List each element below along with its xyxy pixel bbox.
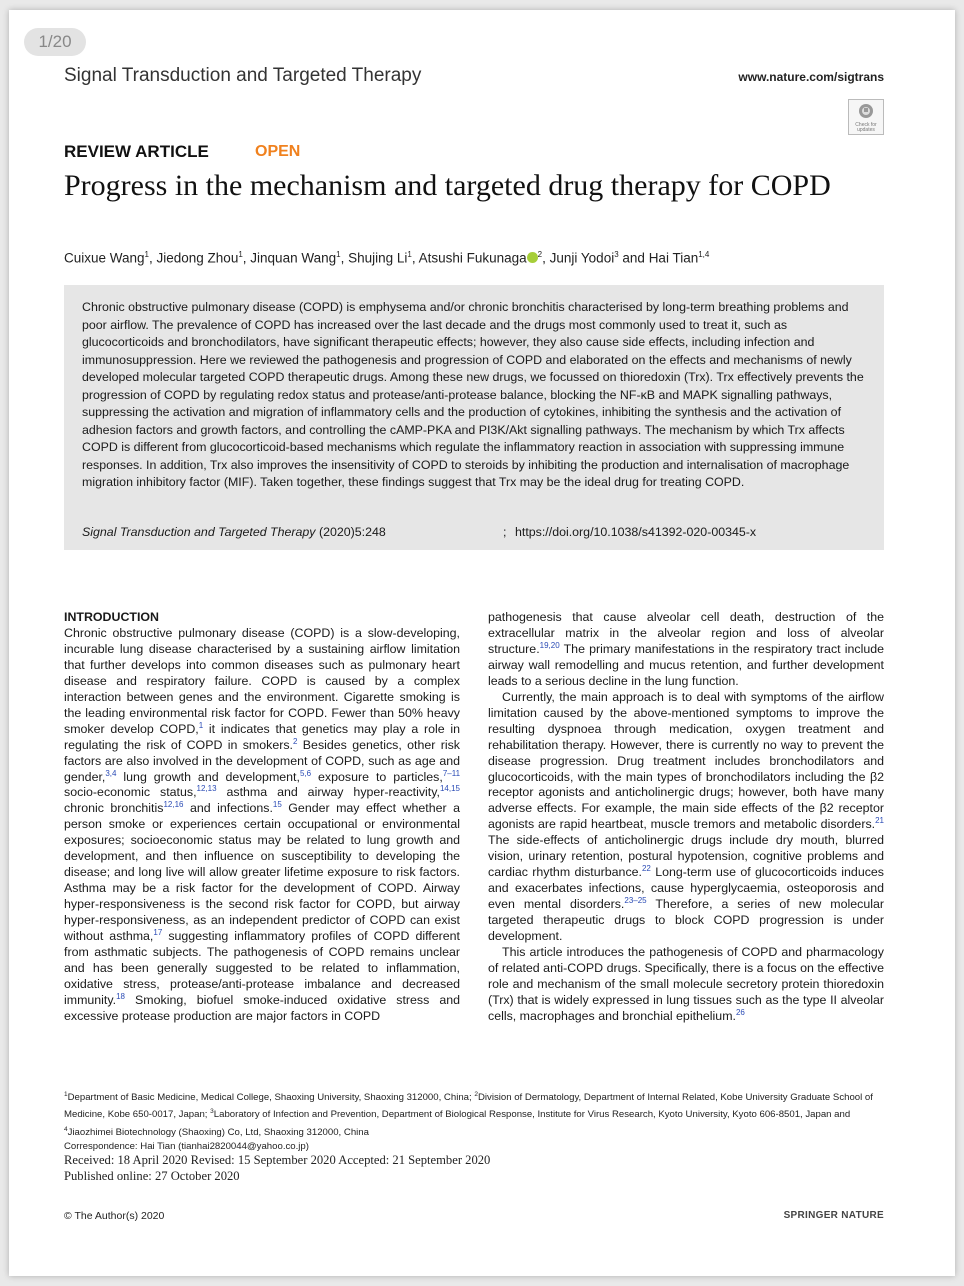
received-dates: Received: 18 April 2020 Revised: 15 September 2020 Accepted: 21 September 2020 (64, 1153, 491, 1167)
reference-superscript[interactable]: 19,20 (539, 640, 560, 650)
dates-block (64, 1153, 490, 1184)
text-run: The primary manifestations in the respiratory tract include airway wall remodelling and mucus retention, and further development leads to a serious decline in the lung function. (488, 641, 884, 688)
journal-name: Signal Transduction and Targeted Therapy (64, 65, 422, 86)
abstract-box (64, 285, 884, 550)
text-run: Gender may effect whether a person smoke or experiences certain occupational or environmental exposures; socioeconomic status may be related to lung growth and development, and then influence on susceptibility to developing the disease; and long live will allow greater lifetime exposure to risk factors. Asthma may be a risk factor for the development of COPD. Airway hyper-responsiveness is the second risk factor for COPD, but airway hyper-responsiveness, as an independent predictor of COPD can exist without asthma, (64, 801, 460, 944)
author-affiliation-superscript: 1 (336, 250, 341, 259)
body-column-left (64, 610, 460, 1025)
author-separator: , (149, 250, 157, 266)
citation-journal: Signal Transduction and Targeted Therapy (82, 525, 316, 539)
doi-link[interactable]: https://doi.org/10.1038/s41392-020-00345-x (515, 525, 757, 539)
section-heading-introduction: INTRODUCTION (64, 610, 159, 624)
text-run: exposure to particles, (311, 769, 443, 784)
author-separator: , (340, 250, 349, 266)
author-list (64, 250, 709, 266)
citation-separator: ; (503, 525, 507, 539)
check-for-updates-label: Check for updates (855, 122, 877, 133)
citation-volume: (2020)5:248 (315, 525, 386, 539)
text-run: and infections. (183, 801, 273, 816)
reference-superscript[interactable]: 2 (474, 1091, 478, 1098)
article-type-label: REVIEW ARTICLE (64, 142, 209, 161)
text-run: The side-effects of anticholinergic drugs include dry mouth, blurred vision, urinary retention, postural hypotension, cognitive problems and cardiac rhythm disturbance. (488, 833, 884, 880)
pdf-page (9, 10, 955, 1276)
affiliations-text (64, 1088, 884, 1140)
text-run: Department of Basic Medicine, Medical College, Shaoxing University, Shaoxing 312000, China; (67, 1092, 475, 1104)
text-run: Chronic obstructive pulmonary disease (COPD) is a slow-developing, incurable lung disease characterised by a sustaining airflow limitation that further develops into common diseases such as pulmonary heart disease and respiratory failure. COPD is caused by a complex interaction between genes and the environment. Cigarette smoking is the leading environmental risk factor for COPD. Fewer than 50% heavy smoker develop COPD, (64, 625, 460, 736)
reference-superscript[interactable]: 7–11 (442, 768, 461, 778)
text-run: Jiaozhimei Biotechnology (Shaoxing) Co, Ltd, Shaoxing 312000, China (67, 1126, 369, 1138)
author-affiliation-superscript: 1 (407, 250, 412, 259)
author-separator: , (542, 250, 550, 266)
author-name[interactable]: Hai Tian (648, 250, 699, 266)
body-paragraph (488, 690, 884, 945)
author-name[interactable]: Jinquan Wang (250, 250, 337, 266)
orcid-icon[interactable] (527, 252, 538, 263)
check-for-updates-button[interactable] (848, 99, 884, 135)
correspondence-line: Correspondence: Hai Tian (tianhai2820044@yahoo.co.jp) (64, 1141, 309, 1153)
author-affiliation-superscript: 1 (144, 250, 149, 259)
journal-url-link[interactable]: www.nature.com/sigtrans (738, 70, 884, 84)
text-run: it indicates that genetics may play a role in regulating the risk of COPD in smokers. (64, 721, 461, 752)
text-run: Smoking, biofuel smoke-induced oxidative stress and excessive protease production are major factors in COPD (64, 992, 460, 1023)
open-access-label: OPEN (255, 143, 301, 160)
reference-superscript[interactable]: 4 (64, 1125, 68, 1133)
author-separator: , (411, 250, 419, 266)
abstract-text: Chronic obstructive pulmonary disease (COPD) is emphysema and/or chronic bronchitis characterised by long-term breathing problems and poor airflow. The prevalence of COPD has increased over the last decade and the drugs most commonly used to treat it, such as glucocorticoids and bronchodilators, have significant therapeutic effects; however, they also cause side effects, including infection and immunosuppression. Here we reviewed the pathogenesis and progression of COPD and elaborated on the effects and mechanisms of newly developed molecular targeted COPD therapeutic drugs. Among these new drugs, we focussed on thioredoxin (Trx). Trx effectively prevents the progression of COPD by regulating redox status and protease/anti-protease balance, blocking the NF-κB and MAPK signalling pathways, suppressing the activation and migration of inflammatory cells and the production of cytokines, inhibiting the synthesis and the activation of adhesion factors and growth factors, and controlling the cAMP-PKA and PI3K/Akt signalling pathways. The mechanism by which Trx affects COPD is different from glucocorticoid-based mechanisms which regulate the inflammatory reaction in association with suppressing immune responses. In addition, Trx also improves the insensitivity of COPD to steroids by inhibiting the production and internalisation of macrophage migration inhibitory factor (MIF). Taken together, these findings suggest that Trx may be the ideal drug for treating COPD. (82, 300, 864, 489)
check-for-updates-icon (858, 103, 874, 119)
affiliations-block (64, 1088, 884, 1154)
reference-superscript[interactable]: 1 (198, 720, 204, 730)
reference-superscript[interactable]: 22 (641, 864, 651, 874)
author-name[interactable]: Junji Yodoi (549, 250, 615, 266)
reference-superscript[interactable]: 12,13 (196, 784, 217, 794)
author-affiliation-superscript: 3 (614, 250, 619, 259)
author-affiliation-superscript: 1,4 (698, 250, 710, 259)
author-name[interactable]: Shujing Li (348, 250, 408, 266)
text-run: pathogenesis that cause alveolar cell death, destruction of the extracellular matrix in the alveolar region and loss of alveolar structure. (488, 610, 884, 656)
reference-superscript[interactable]: 2 (293, 736, 298, 746)
reference-superscript[interactable]: 26 (735, 1007, 745, 1017)
text-run: suggesting inflammatory profiles of COPD different from asthmatic subjects. The pathogenesis of COPD remains unclear and has been generally suggested to be related to inflammation, oxidative stress, protease/anti-protease imbalance and decreased immunity. (64, 929, 460, 1007)
author-name[interactable]: Cuixue Wang (64, 250, 145, 266)
reference-superscript[interactable]: 15 (272, 800, 282, 810)
reference-superscript[interactable]: 12,16 (163, 800, 184, 810)
author-name[interactable]: Atsushi Fukunaga (418, 250, 527, 266)
body-paragraph (488, 610, 884, 690)
text-run: Currently, the main approach is to deal with symptoms of the airflow limitation caused by the above-mentioned symptoms to improve the resulting dyspnoea through medication, oxygen treatment and rehabilitation therapy. However, there is currently no way to prevent the disease progression. Drug treatment includes bronchodilators and glucocorticoids, with the main types of bronchodilators including the β2 receptor agonists and anticholinergic drugs; however, both have many adverse effects. For example, the main side effects of the β2 receptor agonists are rapid heartbeat, muscle tremors and metabolic disorders. (488, 689, 884, 832)
text-run: Therefore, a series of new molecular targeted therapeutic drugs to block COPD progression is under development. (488, 897, 884, 944)
reference-superscript[interactable]: 21 (875, 816, 884, 826)
reference-superscript[interactable]: 1 (64, 1091, 68, 1098)
text-run: asthma and airway hyper-reactivity, (216, 785, 440, 800)
text-run: Besides genetics, other risk factors are also involved in the development of COPD, such as age and gender, (64, 737, 460, 784)
reference-superscript[interactable]: 5,6 (299, 768, 312, 778)
body-paragraph (64, 626, 460, 1025)
text-run: Division of Dermatology, Department of Internal Related, Kobe University Graduate School of Medicine, Kobe 650-0017, Japan; (64, 1092, 873, 1121)
page-indicator: 1/20 (24, 28, 86, 56)
text-run: socio-economic status, (64, 785, 197, 800)
author-name[interactable]: Jiedong Zhou (156, 250, 239, 266)
text-run: Laboratory of Infection and Prevention, Department of Biological Response, Institute for Virus Research, Kyoto University, Kyoto 606-8501, Japan and (213, 1109, 851, 1121)
copyright-notice: © The Author(s) 2020 (64, 1210, 165, 1222)
reference-superscript[interactable]: 14,15 (439, 784, 460, 794)
reference-superscript[interactable]: 18 (116, 991, 125, 1001)
body-paragraph (488, 945, 884, 1025)
text-run: This article introduces the pathogenesis of COPD and pharmacology of related anti-COPD drugs. Specifically, there is a focus on the effective role and mechanism of the small molecule secretory protein thioredoxin (Trx) that is widely expressed in lung tissues such as the type II alveolar cells, macrophages and bronchial epithelium. (488, 945, 884, 1023)
article-title: Progress in the mechanism and targeted drug therapy for COPD (64, 169, 831, 202)
publisher-logo: SPRINGER NATURE (783, 1210, 884, 1221)
author-affiliation-superscript: 2 (537, 250, 543, 259)
body-column-right (488, 610, 884, 1025)
text-run: lung growth and development, (116, 769, 300, 784)
published-date: Published online: 27 October 2020 (64, 1168, 240, 1183)
text-run: chronic bronchitis (64, 801, 164, 816)
reference-superscript[interactable]: 3 (210, 1108, 214, 1116)
author-separator: , (242, 250, 251, 266)
reference-superscript[interactable]: 23–25 (624, 896, 647, 906)
author-affiliation-superscript: 1 (238, 250, 243, 259)
reference-superscript[interactable]: 3,4 (105, 768, 117, 778)
citation-line (82, 525, 757, 539)
reference-superscript[interactable]: 17 (153, 927, 163, 937)
text-run: Long-term use of glucocorticoids induces and exacerbates infections, cause hyperglycaemia, osteoporosis and even mental disorders. (488, 865, 884, 912)
author-separator: and (618, 250, 649, 266)
